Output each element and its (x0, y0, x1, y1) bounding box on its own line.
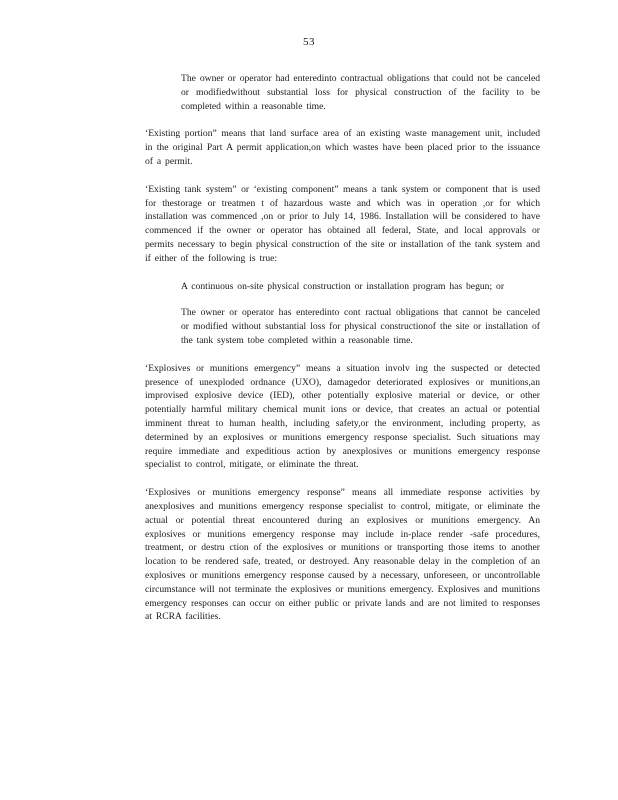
definition-existing-portion: ‘Existing portion” means that land surface area of an existing waste management unit, included in the original Part A permit application,on which wastes have been placed prior to the issuance of a permit. (145, 128, 540, 167)
document-body (145, 72, 540, 638)
definition-explosives-emergency: ‘Explosives or munitions emergency” means a situation involv ing the suspected or detected presence of unexploded ordnance (UXO), damagedor deteriorated explosives or munitions,an improvised explosive device (IED), other potentially explosive material or device, or other potentially harmful military chemical munit ions or device, that creates an actual or potential imminent threat to human health, including safety,or the environment, including property, as determined by an explosives or munitions emergency response specialist. Such situations may require immediate and expeditious action by anexplosives or munitions emergency response specialist to control, mitigate, or eliminate the threat. (145, 362, 540, 471)
page-number: 53 (303, 36, 315, 48)
condition-contractual-obligations: The owner or operator has enteredinto cont ractual obligations that cannot be canceled or modified without substantial loss for physical constructionof the site or installation of the tank system tobe completed within a reasonable time. (181, 307, 540, 346)
definition-continuation: The owner or operator had enteredinto contractual obligations that could not be canceled or modifiedwithout substantial loss for physical construction of the facility to be completed within a reasonable time. (181, 73, 540, 112)
definition-existing-tank-system: ‘Existing tank system” or ‘existing component” means a tank system or component that is used for thestorage or treatmen t of hazardous waste and which was in operation ,or for which installation was commenced ,on or prior to July 14, 1986. Installation will be considered to have commenced if the owner or operator has obtained all federal, State, and local approvals or permits necessary to begin physical construction of the site or installation of the tank system and if either of the following is true: (145, 183, 540, 264)
definition-explosives-emergency-response: ‘Explosives or munitions emergency response” means all immediate response activities by anexplosives and munitions emergency response specialist to control, mitigate, or eliminate the actual or potential threat encountered during an explosives or munitions emergency. An explosives or munitions emergency response may include in-place render -safe procedures, treatment, or destru ction of the explosives or munitions or transporting those items to another location to be rendered safe, treated, or destroyed. Any reasonable delay in the completion of an explosives or munitions emergency response caused by a necessary, unforeseen, or uncontrollable circumstance will not terminate the explosives or munitions emergency. Explosives and munitions emergency responses can occur on either public or private lands and are not limited to responses at RCRA facilities. (145, 487, 540, 623)
condition-continuous-construction: A continuous on-site physical construction or installation program has begun; or (181, 280, 505, 292)
